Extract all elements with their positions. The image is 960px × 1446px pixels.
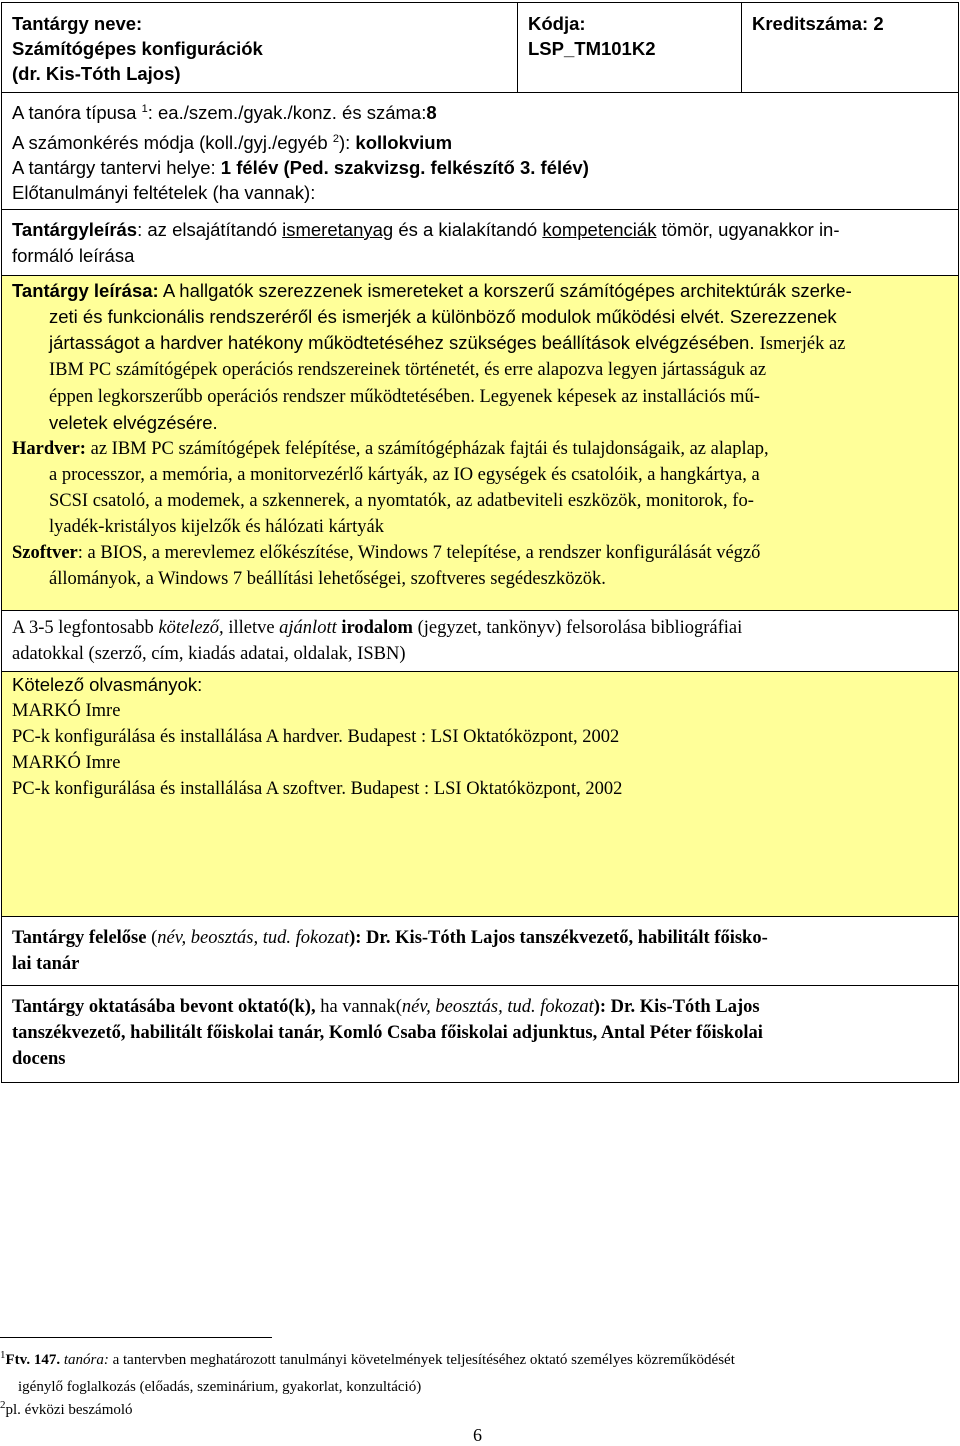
credits-cell xyxy=(742,3,959,93)
course-description-cell xyxy=(2,276,959,611)
literature-item: MARKÓ Imre xyxy=(12,701,121,721)
lesson-type-line: A tanóra típusa $^1$: ea./szem./gyak./konz. és száma:8 xyxy=(12,102,437,123)
literature-intro: A 3-5 legfontosabb kötelező, illetve ajánlott irodalom (jegyzet, tankönyv) felsorolása bibliográfiai adatokkal (szerző, cím, kiadás adatai, oldalak, ISBN) xyxy=(12,618,743,664)
literature-list-cell xyxy=(2,672,959,917)
mandatory-readings-heading: Kötelező olvasmányok: xyxy=(12,674,203,695)
prerequisites-line: Előtanulmányi feltételek (ha vannak): xyxy=(12,182,316,203)
instructors-text: Tantárgy oktatásába bevont oktató(k), ha vannak(név, beosztás, tud. fokozat): Dr. Kis-Tóth Lajos tanszékvezető, habilitált főiskolai tanár, Komló Csaba főiskolai adjunktus, Antal Péter főiskolai docens xyxy=(12,997,763,1069)
page-number: 6 xyxy=(473,1425,482,1445)
code-cell xyxy=(518,3,742,93)
hardware-paragraph: Hardver: az IBM PC számítógépek felépítése, a számítógépházak fajtái és tulajdonságaik, az alaplap, a processzor, a memória, a monitorvezérlő kártyák, az IO egységek és csatolóik, a hangkártya, a SCSI csatoló, a modemek, a szkennerek, a nyomtatók, az adatbeviteli eszközök, monitorok, fo- lyadék-kristályos kijelzők és hálózati kártyák xyxy=(12,439,769,537)
footnote-separator xyxy=(0,1337,272,1338)
software-paragraph: Szoftver: a BIOS, a merevlemez előkészítése, Windows 7 telepítése, a rendszer konfigurálását végző állományok, a Windows 7 beállítási lehetőségei, szoftveres segédeszközök. xyxy=(12,543,761,589)
responsible-text: Tantárgy felelőse (név, beosztás, tud. fokozat): Dr. Kis-Tóth Lajos tanszékvezető, habilitált főisko- lai tanár xyxy=(12,928,768,974)
description-cell xyxy=(2,210,959,276)
instructors-cell xyxy=(2,986,959,1083)
course-description-paragraph: Tantárgy leírása: A hallgatók szerezzenek ismereteket a korszerű számítógépes architektúrák szerke- zeti és funkcionális rendszeréről és ismerjék a különböző modulok működési elvét. Szerezzenek jártasságot a hardver hatékony működtetéséhez szükséges beállítások elvégzésében. Ismerjék az IBM PC számítógépek operációs rendszereinek történetét, és erre alapozva legyen jártasságuk az éppen legkorszerűbb operációs rendszer működtetésében. Legyenek képesek az installációs mű- veletek elvégzésére. xyxy=(12,280,852,433)
curriculum-place-line: A tantárgy tantervi helye: 1 félév (Ped. szakvizsg. felkészítő 3. félév) xyxy=(12,157,589,178)
info-cell xyxy=(2,93,959,210)
literature-item: PC-k konfigurálása és installálása A hardver. Budapest : LSI Oktatóközpont, 2002 xyxy=(12,727,620,747)
literature-item: PC-k konfigurálása és installálása A szoftver. Budapest : LSI Oktatóközpont, 2002 xyxy=(12,779,623,799)
responsible-cell xyxy=(2,917,959,986)
subject-teacher: (dr. Kis-Tóth Lajos) xyxy=(12,63,181,84)
exam-line: A számonkérés módja (koll./gyj./egyéb $^2$): kollokvium xyxy=(12,132,453,153)
code-label: Kódja: xyxy=(528,13,586,34)
subject-name: Számítógépes konfigurációk xyxy=(12,38,263,59)
subject-label: Tantárgy neve: xyxy=(12,13,143,34)
footnote-1-line-2: igénylő foglalkozás (előadás, szeminárium, gyakorlat, konzultáció) xyxy=(18,1379,422,1395)
subject-name-cell xyxy=(2,3,518,93)
footnote-2: $^2$pl. évközi beszámoló xyxy=(0,1399,133,1418)
footnote-1: $^1$Ftv. 147. tanóra: a tantervben meghatározott tanulmányi követelmények teljesítéséhez oktató személyes közreműködését xyxy=(0,1349,735,1368)
code-value: LSP_TM101K2 xyxy=(528,38,656,59)
description-intro: Tantárgyleírás: az elsajátítandó ismeretanyag és a kialakítandó kompetenciák tömör, ugyanakkor in- formáló leírása xyxy=(12,219,840,266)
course-sheet xyxy=(1,2,959,1083)
literature-intro-cell xyxy=(2,611,959,672)
literature-item: MARKÓ Imre xyxy=(12,753,121,773)
credits-text: Kreditszáma: 2 xyxy=(752,13,884,34)
